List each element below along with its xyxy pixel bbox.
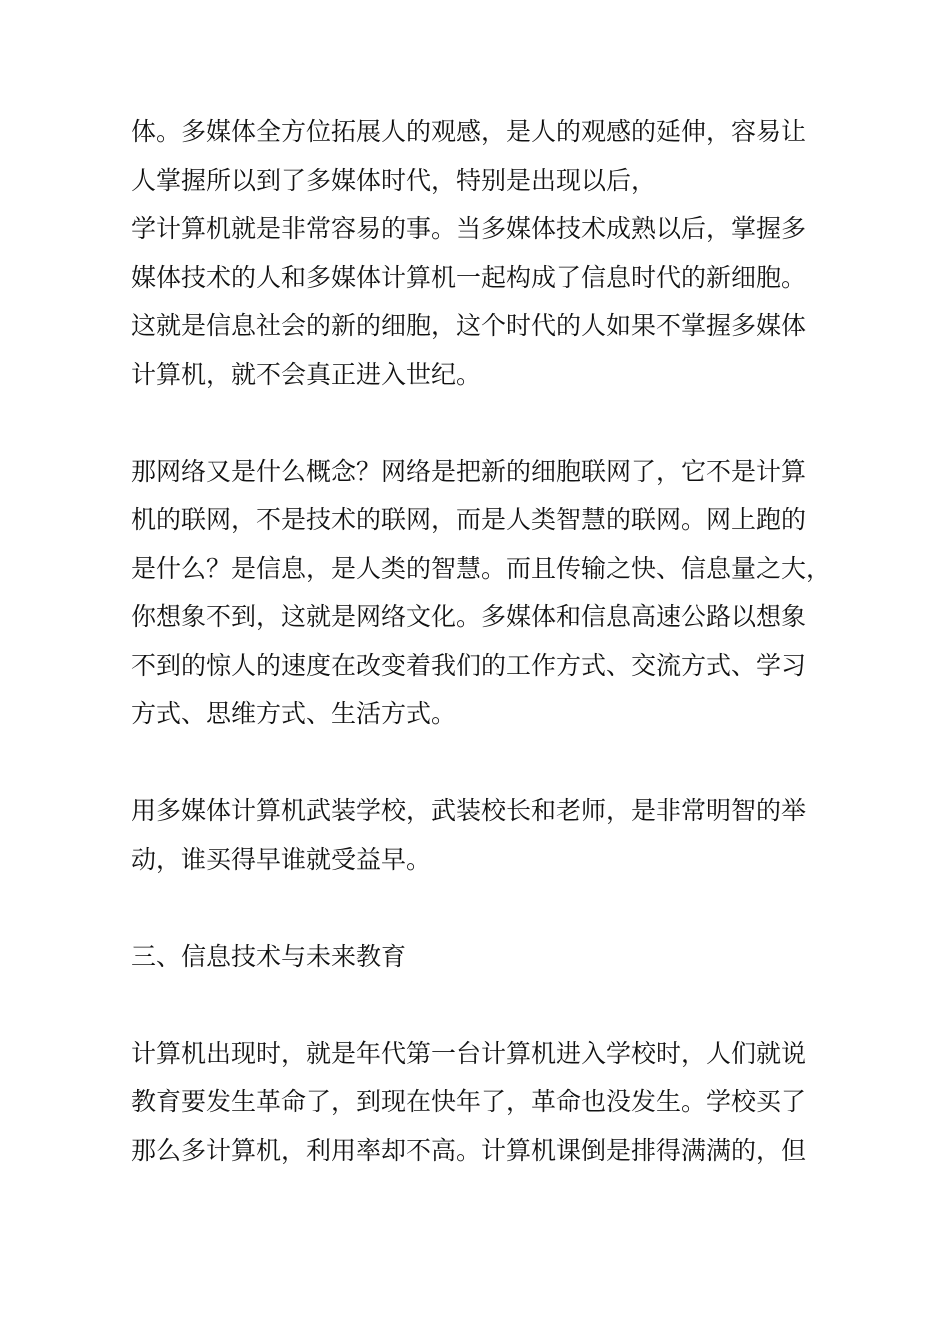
text-line: 那网络又是什么概念？网络是把新的细胞联网了，它不是计算 [131, 456, 807, 486]
text-line: 那么多计算机，利用率却不高。计算机课倒是排得满满的，但 [131, 1135, 807, 1165]
text-line: 不到的惊人的速度在改变着我们的工作方式、交流方式、学习 [131, 650, 807, 680]
paragraph-gap [131, 399, 831, 448]
paragraph-gap [131, 739, 831, 788]
text-line: 机的联网，不是技术的联网，而是人类智慧的联网。网上跑的 [131, 505, 807, 534]
text-line: 计算机出现时，就是年代第一台计算机进入学校时，人们就说 [131, 1038, 807, 1068]
text-line: 方式、思维方式、生活方式。 [131, 699, 457, 728]
paragraph-gap [131, 981, 831, 1030]
paragraph-gap [131, 884, 831, 933]
text-line: 体。多媒体全方位拓展人的观感，是人的观感的延伸，容易让 [131, 117, 807, 146]
section-heading: 三、信息技术与未来教育 [131, 941, 407, 971]
text-line: 是什么？是信息，是人类的智慧。而且传输之快、信息量之大， [131, 553, 832, 583]
text-line: 计算机，就不会真正进入世纪。 [131, 359, 482, 389]
text-line: 人掌握所以到了多媒体时代，特别是出现以后， [131, 165, 657, 195]
text-line: 你想象不到，这就是网络文化。多媒体和信息高速公路以想象 [131, 602, 807, 631]
document-body [131, 108, 831, 1175]
text-line: 教育要发生革命了，到现在快年了，革命也没发生。学校买了 [131, 1087, 807, 1116]
paragraph-1 [131, 108, 831, 399]
text-line: 用多媒体计算机武装学校，武装校长和老师，是非常明智的举 [131, 796, 807, 825]
paragraph-4 [131, 1030, 831, 1176]
text-line: 动，谁买得早谁就受益早。 [131, 844, 432, 874]
paragraph-2 [131, 448, 831, 739]
paragraph-3 [131, 787, 831, 884]
text-line: 这就是信息社会的新的细胞，这个时代的人如果不掌握多媒体 [131, 311, 807, 340]
text-line: 学计算机就是非常容易的事。当多媒体技术成熟以后，掌握多 [131, 214, 807, 243]
text-line: 媒体技术的人和多媒体计算机一起构成了信息时代的新细胞。 [131, 262, 807, 292]
